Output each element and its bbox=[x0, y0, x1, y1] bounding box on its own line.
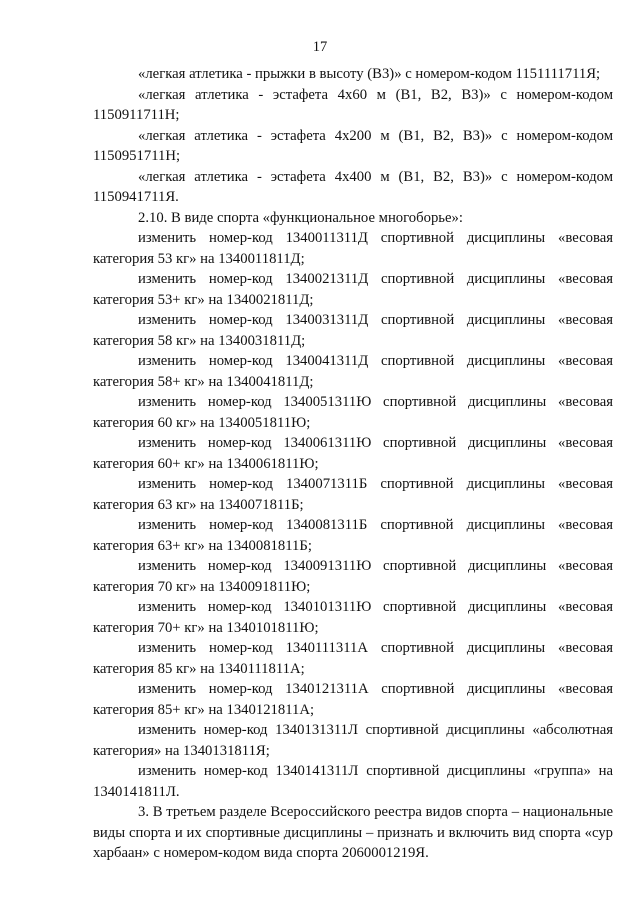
paragraph: изменить номер-код 1340141311Л спортивной дисциплины «группа» на 1340141811Л. bbox=[93, 763, 613, 800]
page-number: 17 bbox=[312, 39, 328, 55]
paragraph: «легкая атлетика - эстафета 4х200 м (В1, В2, В3)» с номером-кодом 1150951711Н; bbox=[93, 127, 613, 164]
paragraph: изменить номер-код 1340031311Д спортивной дисциплины «весовая категория 58 кг» на 1340031811Д; bbox=[93, 312, 613, 349]
paragraph: изменить номер-код 1340051311Ю спортивной дисциплины «весовая категория 60 кг» на 1340051811Ю; bbox=[93, 394, 613, 431]
paragraph: изменить номер-код 1340061311Ю спортивной дисциплины «весовая категория 60+ кг» на 1340061811Ю; bbox=[93, 435, 613, 472]
paragraph: «легкая атлетика - эстафета 4х60 м (В1, В2, В3)» с номером-кодом 1150911711Н; bbox=[93, 86, 613, 123]
paragraph: 2.10. В виде спорта «функциональное многоборье»: bbox=[138, 209, 463, 226]
paragraph: «легкая атлетика - эстафета 4х400 м (В1, В2, В3)» с номером-кодом 1150941711Я. bbox=[93, 168, 613, 205]
paragraph: изменить номер-код 1340011311Д спортивной дисциплины «весовая категория 53 кг» на 1340011811Д; bbox=[93, 230, 613, 267]
paragraph: изменить номер-код 1340041311Д спортивной дисциплины «весовая категория 58+ кг» на 1340041811Д; bbox=[93, 353, 613, 390]
paragraph: «легкая атлетика - прыжки в высоту (В3)» с номером-кодом 1151111711Я; bbox=[138, 66, 601, 82]
paragraph: изменить номер-код 1340091311Ю спортивной дисциплины «весовая категория 70 кг» на 1340091811Ю; bbox=[93, 558, 613, 595]
paragraph: изменить номер-код 1340131311Л спортивной дисциплины «абсолютная категория» на 1340131811Я; bbox=[93, 722, 613, 759]
paragraph: изменить номер-код 1340101311Ю спортивной дисциплины «весовая категория 70+ кг» на 1340101811Ю; bbox=[93, 599, 613, 636]
paragraph: 3. В третьем разделе Всероссийского реестра видов спорта – национальные виды спорта и их спортивные дисциплины – признать и включить вид спорта «сур харбаан» с номером-кодом вида спорта 2060001219Я. bbox=[93, 804, 613, 861]
paragraph: изменить номер-код 1340081311Б спортивной дисциплины «весовая категория 63+ кг» на 1340081811Б; bbox=[93, 517, 613, 554]
paragraph: изменить номер-код 1340021311Д спортивной дисциплины «весовая категория 53+ кг» на 1340021811Д; bbox=[93, 271, 613, 308]
paragraph: изменить номер-код 1340121311А спортивной дисциплины «весовая категория 85+ кг» на 1340121811А; bbox=[93, 681, 613, 718]
paragraph: изменить номер-код 1340111311А спортивной дисциплины «весовая категория 85 кг» на 1340111811А; bbox=[93, 640, 613, 677]
paragraph: изменить номер-код 1340071311Б спортивной дисциплины «весовая категория 63 кг» на 1340071811Б; bbox=[93, 476, 613, 513]
document-body bbox=[93, 64, 613, 864]
